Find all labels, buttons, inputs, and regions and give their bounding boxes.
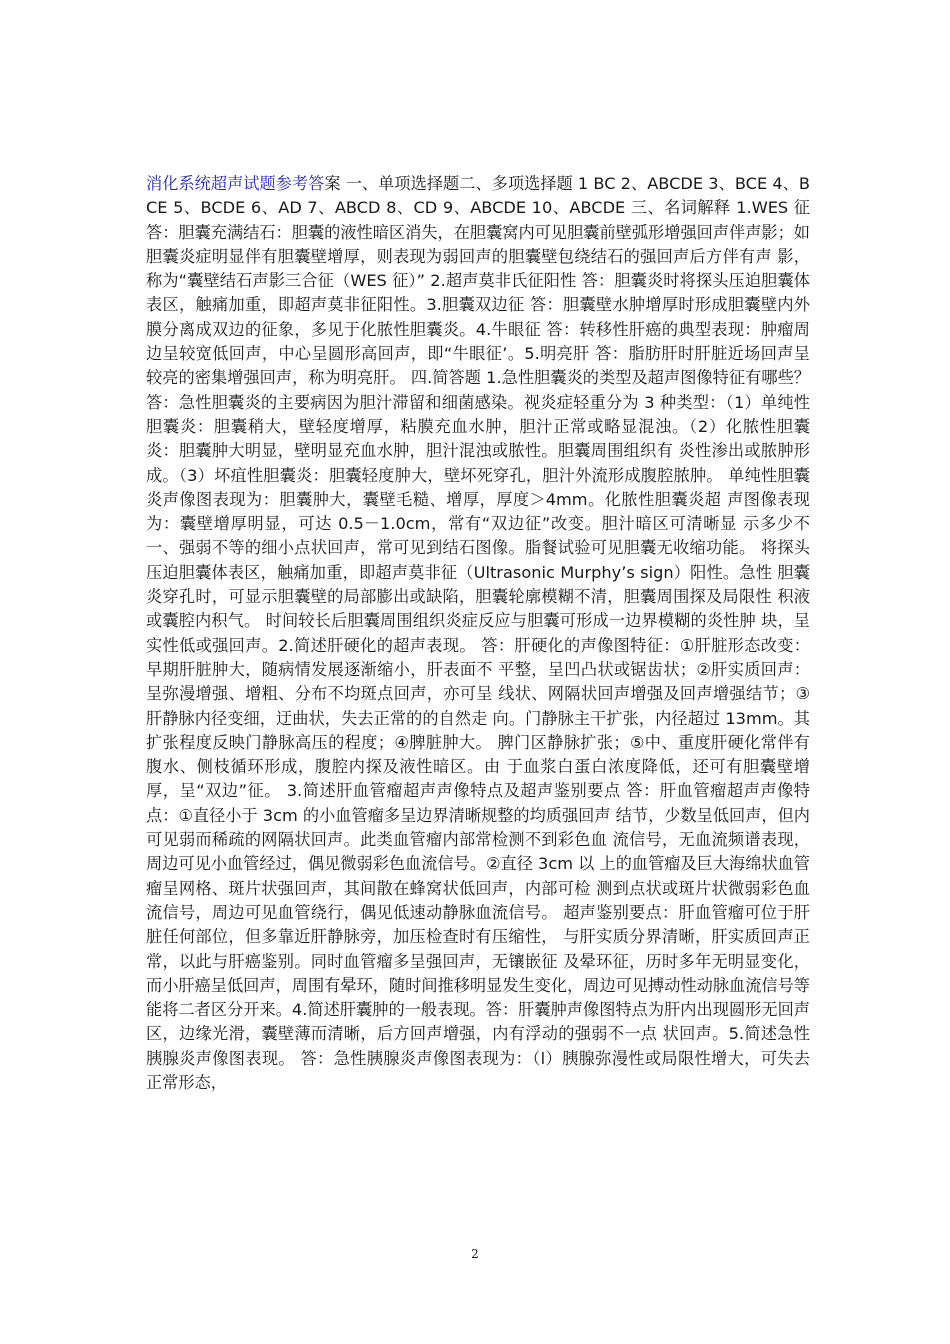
body-paragraph (146, 172, 810, 1095)
title-link[interactable]: 消化系统超声试题参考答 (146, 174, 325, 193)
page-number: 2 (471, 1247, 479, 1261)
body-text: 案 一、单项选择题二、多项选择题 1 BC 2、ABCDE 3、BCE 4、BCE 5、BCDE 6、AD 7、ABCD 8、CD 9、ABCDE 10、ABCDE 三、名词解释 1.WES 征 答：胆囊充满结石：胆囊的液性暗区消失，在胆囊窝内可见胆囊前壁弧形增强回声伴声影；如胆囊炎症明显伴有胆囊壁增厚，则表现为弱回声的胆囊壁包绕结石的强回声后方伴有声 影，称为“囊壁结石声影三合征（WES 征）” 2.超声莫非氏征阳性 答：胆囊炎时将探头压迫胆囊体表区，触痛加重，即超声莫非征阳性。3.胆囊双边征 答：胆囊壁水肿增厚时形成胆囊壁内外膜分离成双边的征象，多见于化脓性胆囊炎。4.牛眼征 答：转移性肝癌的典型表现：肿瘤周边呈较宽低回声，中心呈圆形高回声，即“牛眼征’。5.明亮肝 答：脂肪肝时肝脏近场回声呈较亮的密集增强回声，称为明亮肝。 四.简答题 1.急性胆囊炎的类型及超声图像特征有哪些？ 答：急性胆囊炎的主要病因为胆汁滞留和细菌感染。视炎症轻重分为 3 种类型：（1）单纯性胆囊炎：胆囊稍大，壁轻度增厚，粘膜充血水肿，胆汁正常或略显混浊。（2）化脓性胆囊炎：胆囊肿大明显，壁明显充血水肿，胆汁混浊或脓性。胆囊周围组织有 炎性渗出或脓肿形成。（3）坏疽性胆囊炎：胆囊轻度肿大，壁坏死穿孔，胆汁外流形成腹腔脓肿。 单纯性胆囊炎声像图表现为：胆囊肿大，囊壁毛糙、增厚，厚度＞4mm。化脓性胆囊炎超 声图像表现为：囊壁增厚明显，可达 0.5－1.0cm，常有“双边征”改变。胆汁暗区可清晰显 示多少不一、强弱不等的细小点状回声，常可见到结石图像。脂餐试验可见胆囊无收缩功能。 将探头压迫胆囊体表区，触痛加重，即超声莫非征（Ultrasonic Murphy’s sign）阳性。急性 胆囊炎穿孔时，可显示胆囊壁的局部膨出或缺陷，胆囊轮廓模糊不清，胆囊周围探及局限性 积液或囊腔内积气。 时间较长后胆囊周围组织炎症反应与胆囊可形成一边界模糊的炎性肿 块，呈实性低或强回声。2.简述肝硬化的超声表现。 答：肝硬化的声像图特征：①肝脏形态改变：早期肝脏肿大，随病情发展逐渐缩小，肝表面不 平整，呈凹凸状或锯齿状；②肝实质回声：呈弥漫增强、增粗、分布不均斑点回声，亦可呈 线状、网隔状回声增强及回声增强结节；③肝静脉内径变细，迂曲状，失去正常的的自然走 向。门静脉主干扩张，内径超过 13mm。其扩张程度反映门静脉高压的程度；④脾脏肿大。 脾门区静脉扩张；⑤中、重度肝硬化常伴有腹水、侧枝循环形成，腹腔内探及液性暗区。由 于血浆白蛋白浓度降低，还可有胆囊壁增厚，呈“双边”征。 3.简述肝血管瘤超声声像特点及超声鉴别要点 答：肝血管瘤超声声像特点：①直径小于 3cm 的小血管瘤多呈边界清晰规整的均质强回声 结节，少数呈低回声，但内可见弱而稀疏的网隔状回声。此类血管瘤内部常检测不到彩色血 流信号，无血流频谱表现，周边可见小血管经过，偶见微弱彩色血流信号。②直径 3cm 以 上的血管瘤及巨大海绵状血管瘤呈网格、斑片状强回声，其间散在蜂窝状低回声，内部可检 测到点状或斑片状微弱彩色血流信号，周边可见血管绕行，偶见低速动静脉血流信号。 超声鉴别要点：肝血管瘤可位于肝脏任何部位，但多靠近肝静脉旁，加压检查时有压缩性， 与肝实质分界清晰，肝实质回声正常，以此与肝癌鉴别。同时血管瘤多呈强回声，无镶嵌征 及晕环征，历时多年无明显变化，而小肝癌呈低回声，周围有晕环，随时间推移明显发生变化，周边可见搏动性动脉血流信号等能将二者区分开来。4.简述肝囊肿的一般表现。答：肝囊肿声像图特点为肝内出现圆形无回声区，边缘光滑，囊壁薄而清晰，后方回声增强，内有浮动的强弱不一点 状回声。5.简述急性胰腺炎声像图表现。 答：急性胰腺炎声像图表现为：（l）胰腺弥漫性或局限性增大，可失去正常形态， (146, 174, 810, 1092)
